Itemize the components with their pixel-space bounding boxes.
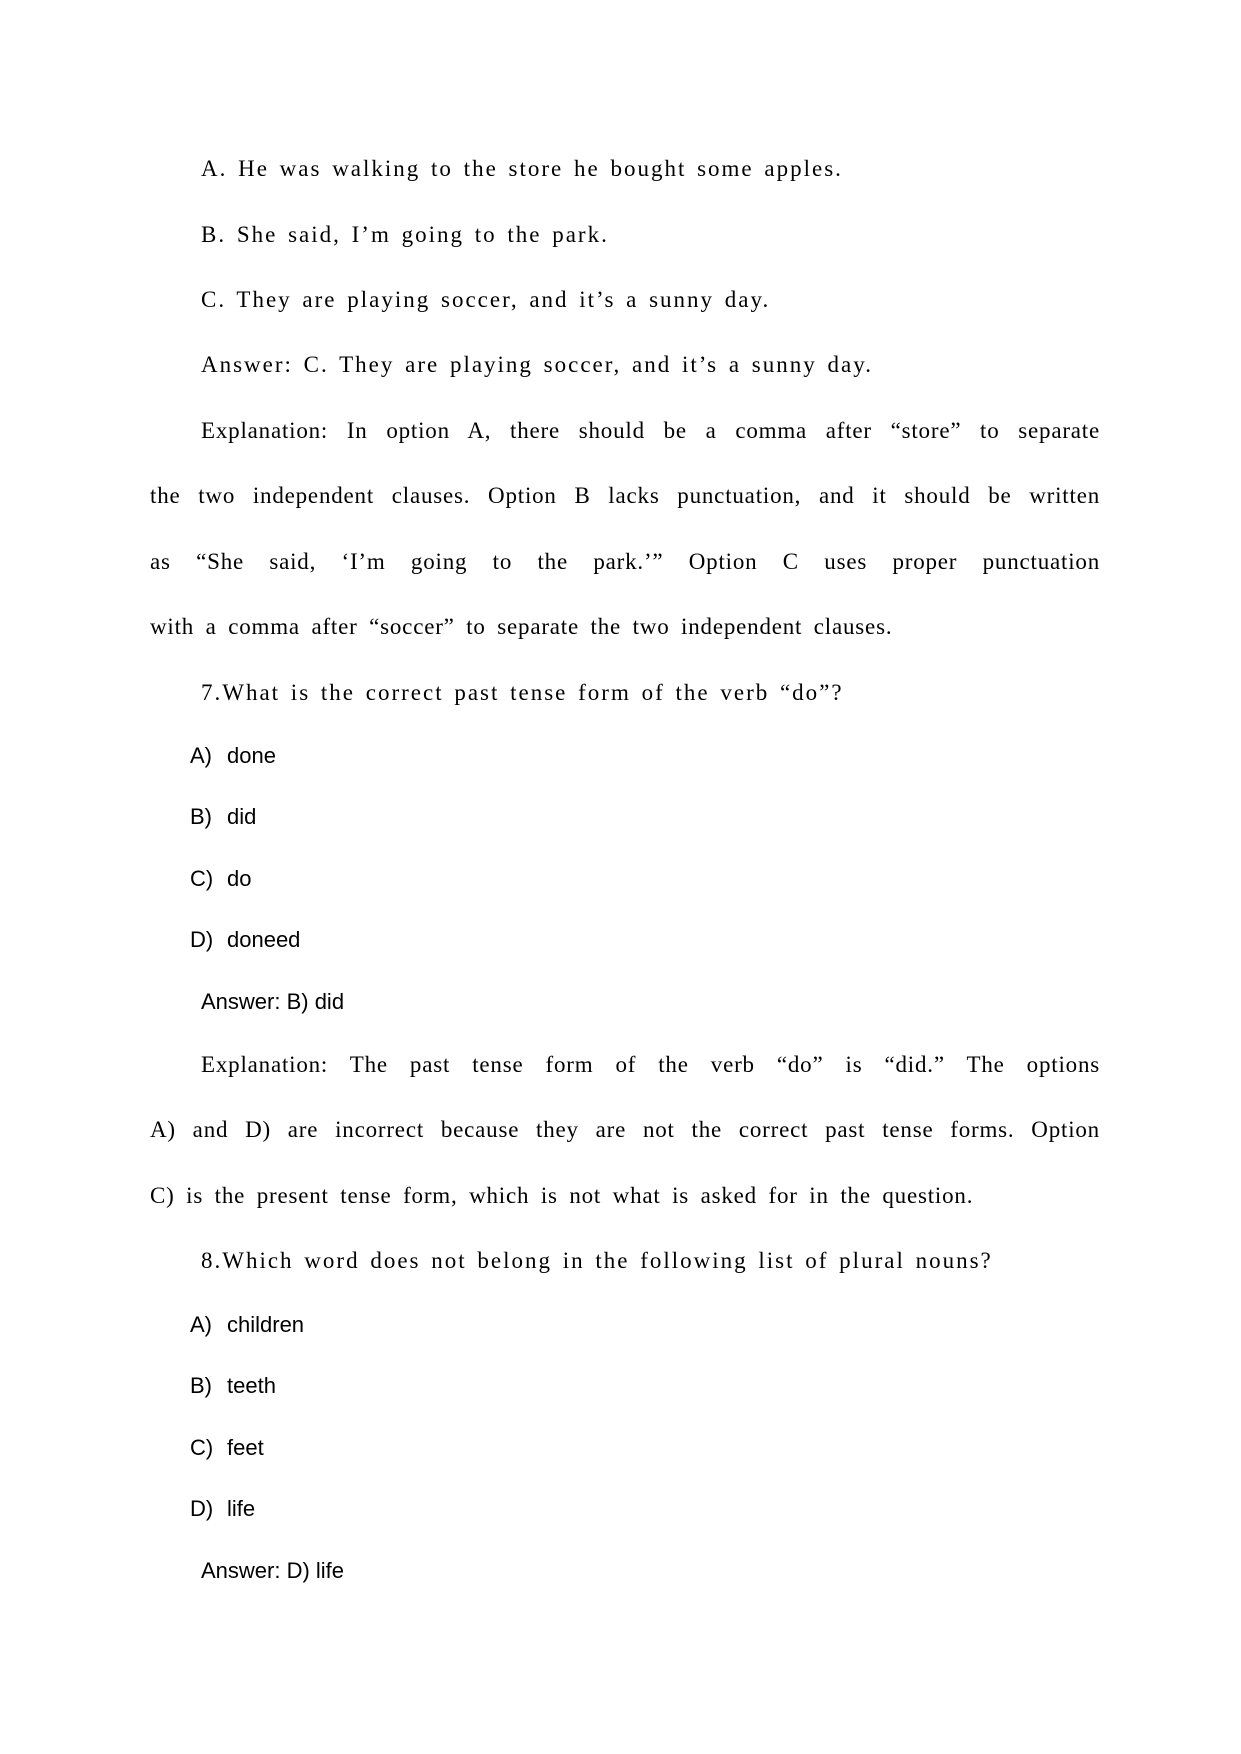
option-text: doneed bbox=[227, 927, 301, 952]
option-b-line: B. She said, I’m going to the park. bbox=[201, 222, 609, 247]
option-text: feet bbox=[227, 1435, 264, 1460]
question-7-option-d bbox=[190, 920, 590, 960]
question-7-option-c bbox=[190, 859, 590, 899]
explanation-line: C) is the present tense form, which is not what is asked for in the question. bbox=[150, 1183, 974, 1208]
option-letter: D) bbox=[190, 1496, 214, 1521]
question-8-option-a bbox=[190, 1305, 590, 1345]
explanation-line: A) and D) are incorrect because they are not the correct past tense forms. Option bbox=[150, 1117, 1100, 1142]
answer-line: Answer: C. They are playing soccer, and it’s a sunny day. bbox=[201, 352, 873, 377]
option-letter: C) bbox=[190, 1435, 214, 1460]
explanation-line: the two independent clauses. Option B lacks punctuation, and it should be written bbox=[150, 483, 1100, 508]
explanation-line: Explanation: The past tense form of the verb “do” is “did.” The options bbox=[201, 1052, 1100, 1077]
option-text: did bbox=[227, 804, 257, 829]
option-c-line: C. They are playing soccer, and it’s a sunny day. bbox=[201, 287, 771, 312]
option-letter: D) bbox=[190, 927, 214, 952]
option-letter: B) bbox=[190, 804, 212, 829]
explanation-line: Explanation: In option A, there should be a comma after “store” to separate bbox=[201, 418, 1100, 443]
question-7-option-a bbox=[190, 736, 590, 776]
question-8-option-b bbox=[190, 1366, 590, 1406]
question-8-option-c bbox=[190, 1428, 590, 1468]
option-letter: B) bbox=[190, 1373, 212, 1398]
option-letter: A) bbox=[190, 1312, 212, 1337]
explanation-line: with a comma after “soccer” to separate the two independent clauses. bbox=[150, 614, 893, 639]
question-8-answer: Answer: D) life bbox=[201, 1558, 345, 1583]
question-7-prompt: 7.What is the correct past tense form of the verb “do”? bbox=[201, 680, 844, 705]
option-letter: C) bbox=[190, 866, 214, 891]
explanation-line: as “She said, ‘I’m going to the park.’” Option C uses proper punctuation bbox=[150, 549, 1100, 574]
question-8-prompt: 8.Which word does not belong in the following list of plural nouns? bbox=[201, 1248, 993, 1273]
option-text: do bbox=[227, 866, 252, 891]
option-text: teeth bbox=[227, 1373, 276, 1398]
question-7-answer: Answer: B) did bbox=[201, 989, 345, 1014]
option-text: children bbox=[227, 1312, 305, 1337]
question-7-option-b bbox=[190, 797, 590, 837]
option-text: done bbox=[227, 743, 276, 768]
option-text: life bbox=[227, 1496, 256, 1521]
option-letter: A) bbox=[190, 743, 212, 768]
option-a-line: A. He was walking to the store he bought some apples. bbox=[201, 156, 843, 181]
question-8-option-d bbox=[190, 1489, 590, 1529]
